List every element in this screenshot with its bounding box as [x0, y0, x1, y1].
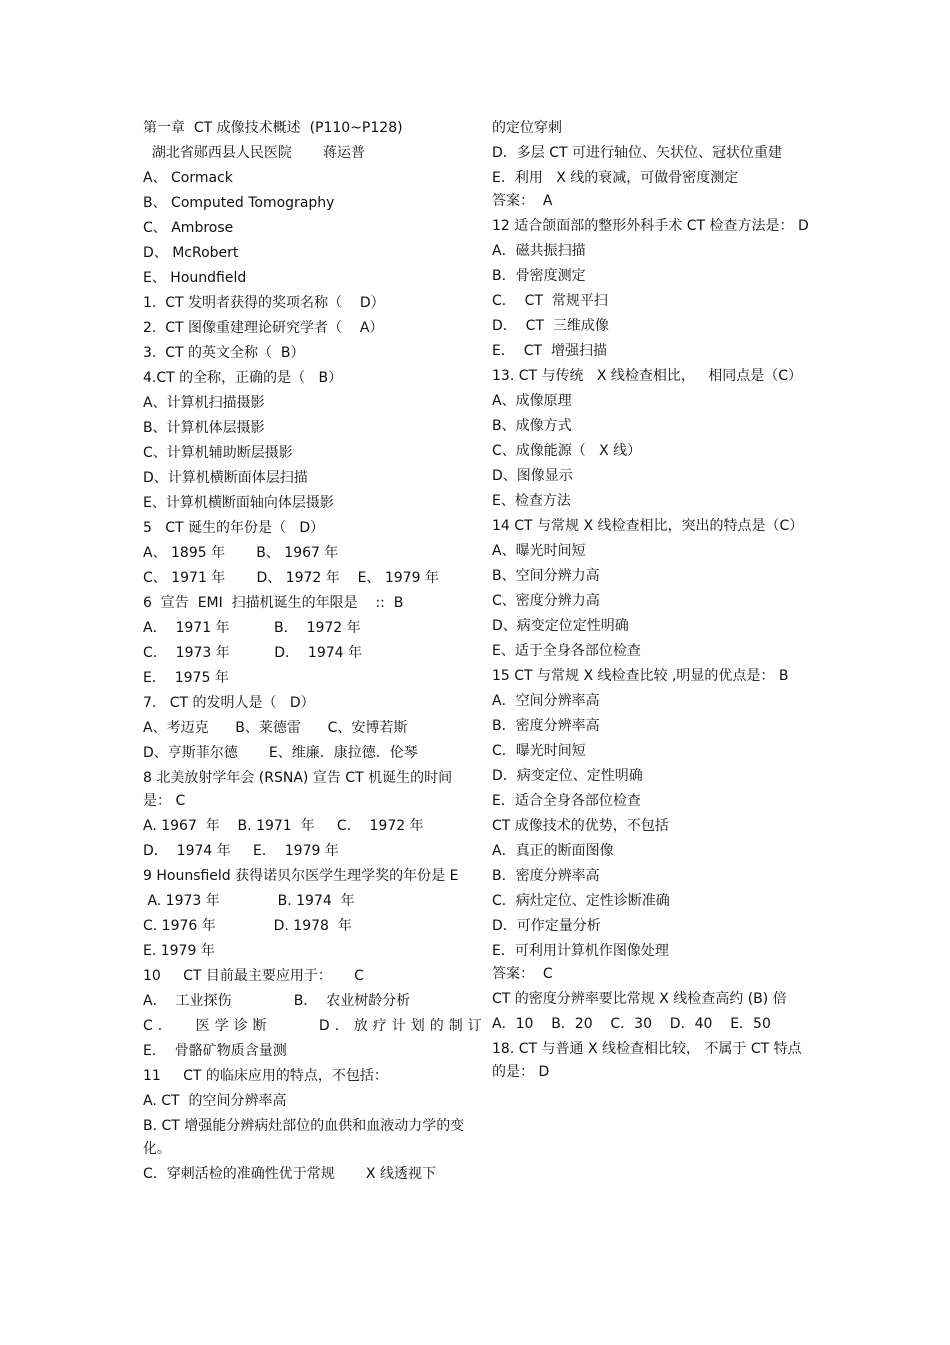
option-line: A、 1895 年 B、 1967 年	[143, 545, 339, 561]
option-line: C、 1971 年 D、 1972 年 E、 1979 年	[143, 570, 439, 586]
option-line: D．可作定量分析	[492, 918, 601, 934]
option-line: A．真正的断面图像	[492, 843, 614, 859]
option-line: C． CT 常规平扫	[492, 293, 608, 309]
option-line: C． 1973 年 D． 1974 年	[143, 645, 363, 661]
answer-line: 答案： A	[492, 193, 553, 209]
question-line: 14 CT 与常规 X 线检查相比，突出的特点是（C）	[492, 518, 804, 534]
option-line: B、成像方式	[492, 418, 572, 434]
option-line: E．利用 X 线的衰减，可做骨密度测定	[492, 170, 739, 186]
text-line: E、 Houndfield	[143, 270, 247, 286]
option-line: B. CT 增强能分辨病灶部位的血供和血液动力学的变化。	[143, 1118, 465, 1157]
option-line: A、曝光时间短	[492, 543, 586, 559]
option-line: D．病变定位、定性明确	[492, 768, 643, 784]
option-line: B、空间分辨力高	[492, 568, 600, 584]
author-line: 湖北省郧西县人民医院 蒋运普	[143, 145, 366, 161]
text-line: B、 Computed Tomography	[143, 195, 335, 211]
option-line: B．骨密度测定	[492, 268, 586, 284]
option-line: E． CT 增强扫描	[492, 343, 607, 359]
option-line: E．可利用计算机作图像处理	[492, 943, 669, 959]
text-line: D、 McRobert	[143, 245, 239, 261]
question-line: 5 CT 诞生的年份是（ D）	[143, 520, 325, 536]
option-line: D．多层 CT 可进行轴位、矢状位、冠状位重建	[492, 145, 783, 161]
question-line: 15 CT 与常规 X 线检查比较 ,明显的优点是： B	[492, 668, 789, 684]
option-line: A. CT 的空间分辨率高	[143, 1093, 287, 1109]
option-line: B．密度分辨率高	[492, 718, 600, 734]
answer-line: 答案： C	[492, 966, 553, 982]
option-line: C、成像能源（ X 线）	[492, 443, 642, 459]
option-line: C．病灶定位、定性诊断准确	[492, 893, 670, 909]
question-line: CT 的密度分辨率要比常规 X 线检查高约 (B) 倍	[492, 991, 787, 1007]
text-line: 的定位穿刺	[492, 120, 562, 136]
question-line: 6 宣告 EMI 扫描机诞生的年限是 :: B	[143, 595, 404, 611]
option-line: D、病变定位定性明确	[492, 618, 629, 634]
option-line: E、检查方法	[492, 493, 571, 509]
option-line: A、计算机扫描摄影	[143, 395, 265, 411]
option-line: E． 1975 年	[143, 670, 229, 686]
option-line: D、图像显示	[492, 468, 573, 484]
option-line: E. 1979 年	[143, 943, 215, 959]
option-line: B．密度分辨率高	[492, 868, 600, 884]
option-line: D． 1974 年 E． 1979 年	[143, 843, 339, 859]
option-line: A．10 B．20 C．30 D．40 E．50	[492, 1016, 771, 1032]
question-line: 12 适合颌面部的整形外科手术 CT 检查方法是： D	[492, 218, 809, 234]
option-line: E、计算机横断面轴向体层摄影	[143, 495, 334, 511]
option-line: C、计算机辅助断层摄影	[143, 445, 293, 461]
question-line: 7. CT 的发明人是（ D）	[143, 695, 315, 711]
option-line: C、密度分辨力高	[492, 593, 600, 609]
option-line: A． 1971 年 B． 1972 年	[143, 620, 361, 636]
option-line: C. 1976 年 D. 1978 年	[143, 918, 352, 934]
option-line: E． 骨骼矿物质含量测	[143, 1043, 287, 1059]
question-line: 8 北美放射学年会 (RSNA) 宣告 CT 机诞生的时间是： C	[143, 770, 453, 809]
question-line: 9 Hounsfield 获得诺贝尔医学生理学奖的年份是 E	[143, 868, 459, 884]
option-line: E、适于全身各部位检查	[492, 643, 641, 659]
right-column	[492, 117, 814, 1086]
option-line: A. 1967 年 B. 1971 年 C． 1972 年	[143, 818, 424, 834]
question-line: 2. CT 图像重建理论研究学者（ A）	[143, 320, 384, 336]
option-line: D、计算机横断面体层扫描	[143, 470, 308, 486]
option-line: C． 医学诊断 D．放疗计划的制订	[143, 1018, 487, 1034]
question-line: CT 成像技术的优势，不包括	[492, 818, 669, 834]
question-line: 18. CT 与普通 X 线检查相比较， 不属于 CT 特点的是： D	[492, 1041, 802, 1080]
option-line: C．曝光时间短	[492, 743, 586, 759]
option-line: C．穿刺活检的准确性优于常规 X 线透视下	[143, 1166, 436, 1182]
text-line: C、 Ambrose	[143, 220, 234, 236]
question-line: 10 CT 目前最主要应用于： C	[143, 968, 364, 984]
question-line: 4.CT 的全称，正确的是（ B）	[143, 370, 343, 386]
left-column	[143, 117, 487, 1188]
chapter-title: 第一章 CT 成像技术概述 (P110~P128)	[143, 120, 403, 136]
option-line: A． 工业探伤 B． 农业树龄分析	[143, 993, 411, 1009]
question-line: 3. CT 的英文全称（ B）	[143, 345, 305, 361]
question-line: 13. CT 与传统 X 线检查相比， 相同点是（C）	[492, 368, 803, 384]
option-line: A．空间分辨率高	[492, 693, 600, 709]
question-line: 1. CT 发明者获得的奖项名称（ D）	[143, 295, 385, 311]
option-line: A．磁共振扫描	[492, 243, 586, 259]
option-line: A、成像原理	[492, 393, 572, 409]
option-line: D． CT 三维成像	[492, 318, 609, 334]
option-line: E．适合全身各部位检查	[492, 793, 641, 809]
option-line: A、考迈克 B、莱德雷 C、安博若斯	[143, 720, 408, 736]
text-line: A、 Cormack	[143, 170, 233, 186]
question-line: 11 CT 的临床应用的特点，不包括：	[143, 1068, 388, 1084]
option-line: B、计算机体层摄影	[143, 420, 265, 436]
option-line: A. 1973 年 B. 1974 年	[143, 893, 355, 909]
option-line: D、亨斯菲尔德 E、维廉．康拉德．伦琴	[143, 745, 418, 761]
